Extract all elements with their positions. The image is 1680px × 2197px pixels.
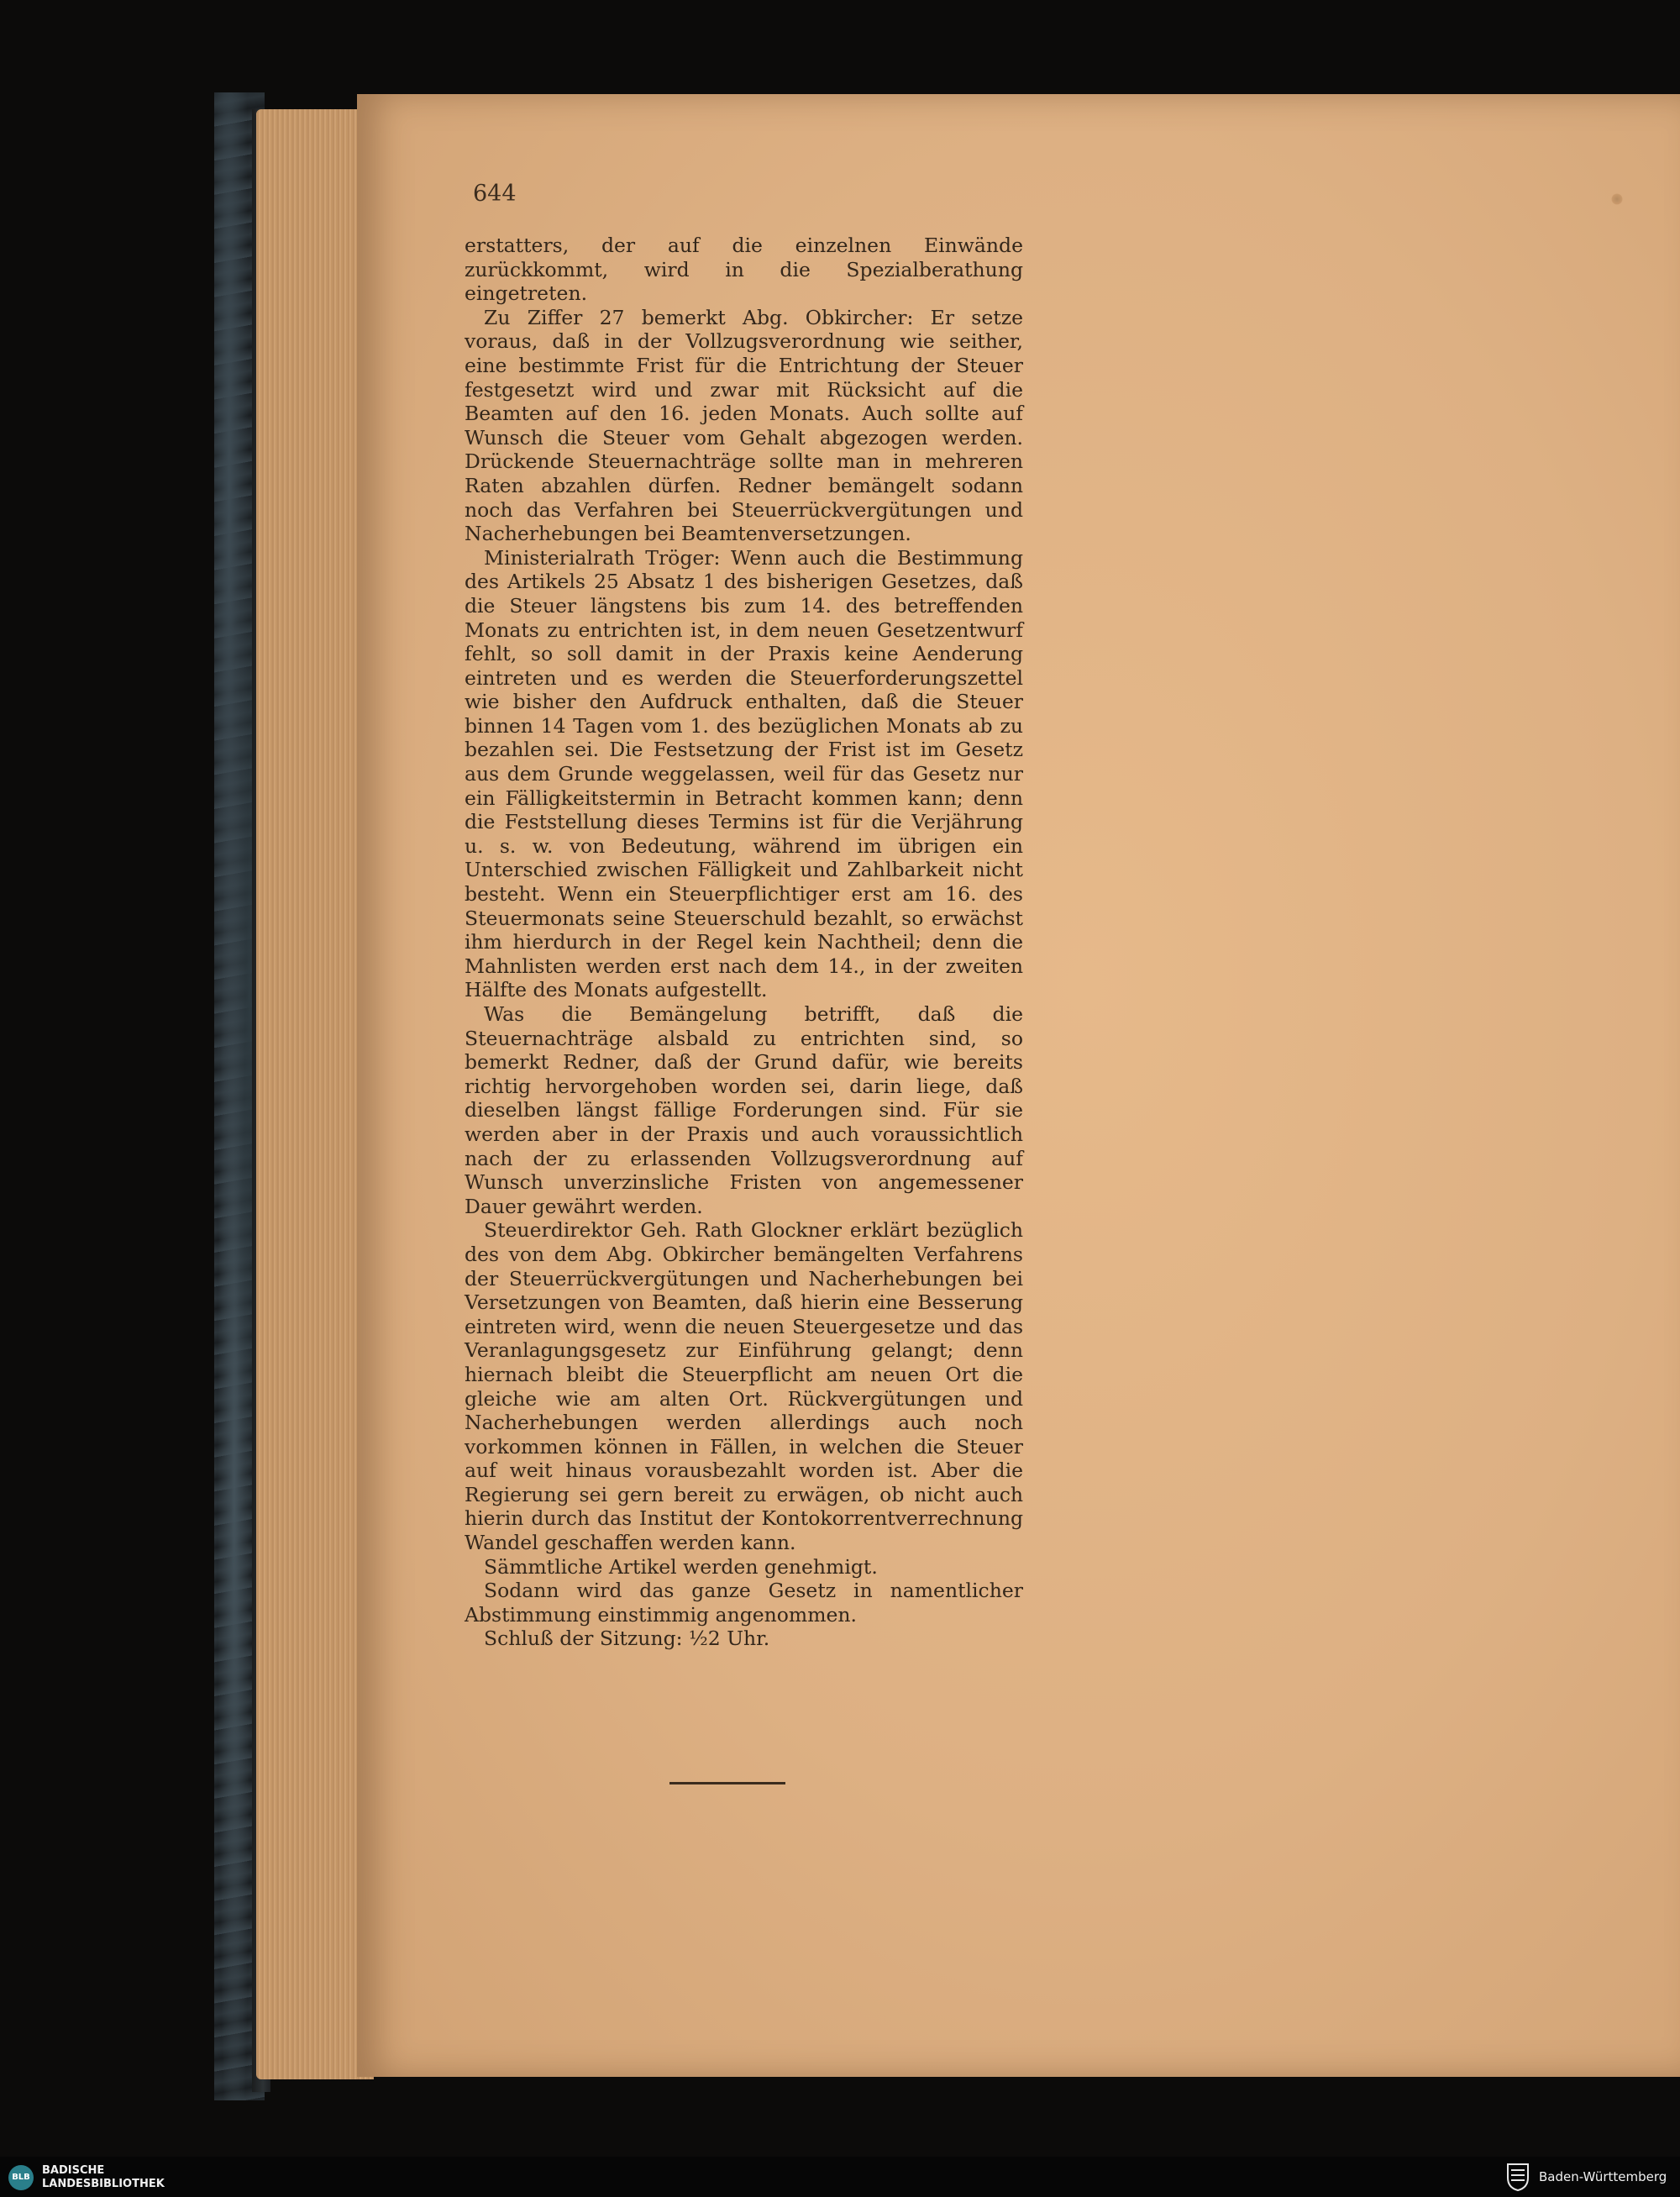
- closing-rule: [669, 1782, 785, 1784]
- stacked-page-edges: [256, 109, 374, 2079]
- paragraph-1: erstatters, der auf die einzelnen Einwände zurückkommt, wird in die Spezialberathung eingetreten.: [465, 234, 1023, 306]
- paragraph-3: Ministerialrath Tröger: Wenn auch die Bestimmung des Artikels 25 Absatz 1 des bisherigen Gesetzes, daß die Steuer längstens bis zum 14. des betreffenden Monats zu entrichten ist, in dem neuen Gesetzentwurf fehlt, so soll damit in der Praxis keine Aenderung eintreten und es werden die Steuerforderungszettel wie bisher den Aufdruck enthalten, daß die Steuer binnen 14 Tagen vom 1. des bezüglichen Monats ab zu bezahlen sei. Die Festsetzung der Frist ist im Gesetz aus dem Grunde weggelassen, weil für das Gesetz nur ein Fälligkeitstermin in Betracht kommen kann; denn die Feststellung dieses Termins ist für die Verjährung u. s. w. von Bedeutung, während im übrigen ein Unterschied zwischen Fälligkeit und Zahlbarkeit nicht besteht. Wenn ein Steuerpflichtiger erst am 16. des Steuermonats seine Steuerschuld bezahlt, so erwächst ihm hierdurch in der Regel kein Nachtheil; denn die Mahnlisten werden erst nach dem 14., in der zweiten Hälfte des Monats aufgestellt.: [465, 545, 1023, 1002]
- blb-logo-icon[interactable]: BLB: [8, 2165, 34, 2190]
- baden-wuerttemberg-emblem-icon: [1506, 2163, 1530, 2191]
- paragraph-5: Steuerdirektor Geh. Rath Glockner erklärt bezüglich des von dem Abg. Obkircher bemängelten Verfahrens der Steuerrückvergütungen und Nacherhebungen bei Versetzungen von Beamten, daß hierin eine Besserung eintreten wird, wenn die neuen Steuergesetze und das Veranlagungsgesetz zur Einführung gelangt; denn hiernach bleibt die Steuerpflicht am neuen Ort die gleiche wie am alten Ort. Rückvergütungen und Nacherhebungen werden allerdings auch noch vorkommen können in Fällen, in welchen die Steuer auf weit hinaus vorausbezahlt worden ist. Aber die Regierung sei gern bereit zu erwägen, ob nicht auch hierin durch das Institut der Kontokorrentverrechnung Wandel geschaffen werden kann.: [465, 1218, 1023, 1555]
- library-name-line2: LANDESBIBLIOTHEK: [42, 2178, 165, 2190]
- library-name-line1: BADISCHE: [42, 2164, 105, 2177]
- text-column: [465, 234, 1023, 1651]
- library-name[interactable]: [42, 2164, 165, 2191]
- paragraph-2: Zu Ziffer 27 bemerkt Abg. Obkircher: Er setze voraus, daß in der Vollzugsverordnung wie seither, eine bestimmte Frist für die Entrichtung der Steuer festgesetzt wird und zwar mit Rücksicht auf die Beamten auf den 16. jeden Monats. Auch sollte auf Wunsch die Steuer vom Gehalt abgezogen werden. Drückende Steuernachträge sollte man in mehreren Raten abzahlen dürfen. Redner bemängelt sodann noch das Verfahren bei Steuerrückvergütungen und Nacherhebungen bei Beamtenversetzungen.: [465, 305, 1023, 546]
- margin-stain: [1611, 193, 1623, 205]
- paragraph-7: Sodann wird das ganze Gesetz in namentlicher Abstimmung einstimmig angenommen.: [465, 1579, 1023, 1627]
- paragraph-8: Schluß der Sitzung: ½2 Uhr.: [484, 1627, 770, 1651]
- paragraph-6: Sämmtliche Artikel werden genehmigt.: [484, 1554, 878, 1579]
- state-name[interactable]: Baden-Württemberg: [1539, 2169, 1667, 2184]
- footer-bar: [0, 2157, 1680, 2197]
- paragraph-4: Was die Bemängelung betrifft, daß die Steuernachträge alsbald zu entrichten sind, so bemerkt Redner, daß der Grund dafür, wie bereits richtig hervorgehoben worden sei, darin liege, daß dieselben längst fällige Forderungen sind. Für sie werden aber in der Praxis und auch voraussichtlich nach der zu erlassenden Vollzugsverordnung auf Wunsch unverzinsliche Fristen von angemessener Dauer gewährt werden.: [465, 1002, 1023, 1218]
- page-number: 644: [473, 181, 517, 207]
